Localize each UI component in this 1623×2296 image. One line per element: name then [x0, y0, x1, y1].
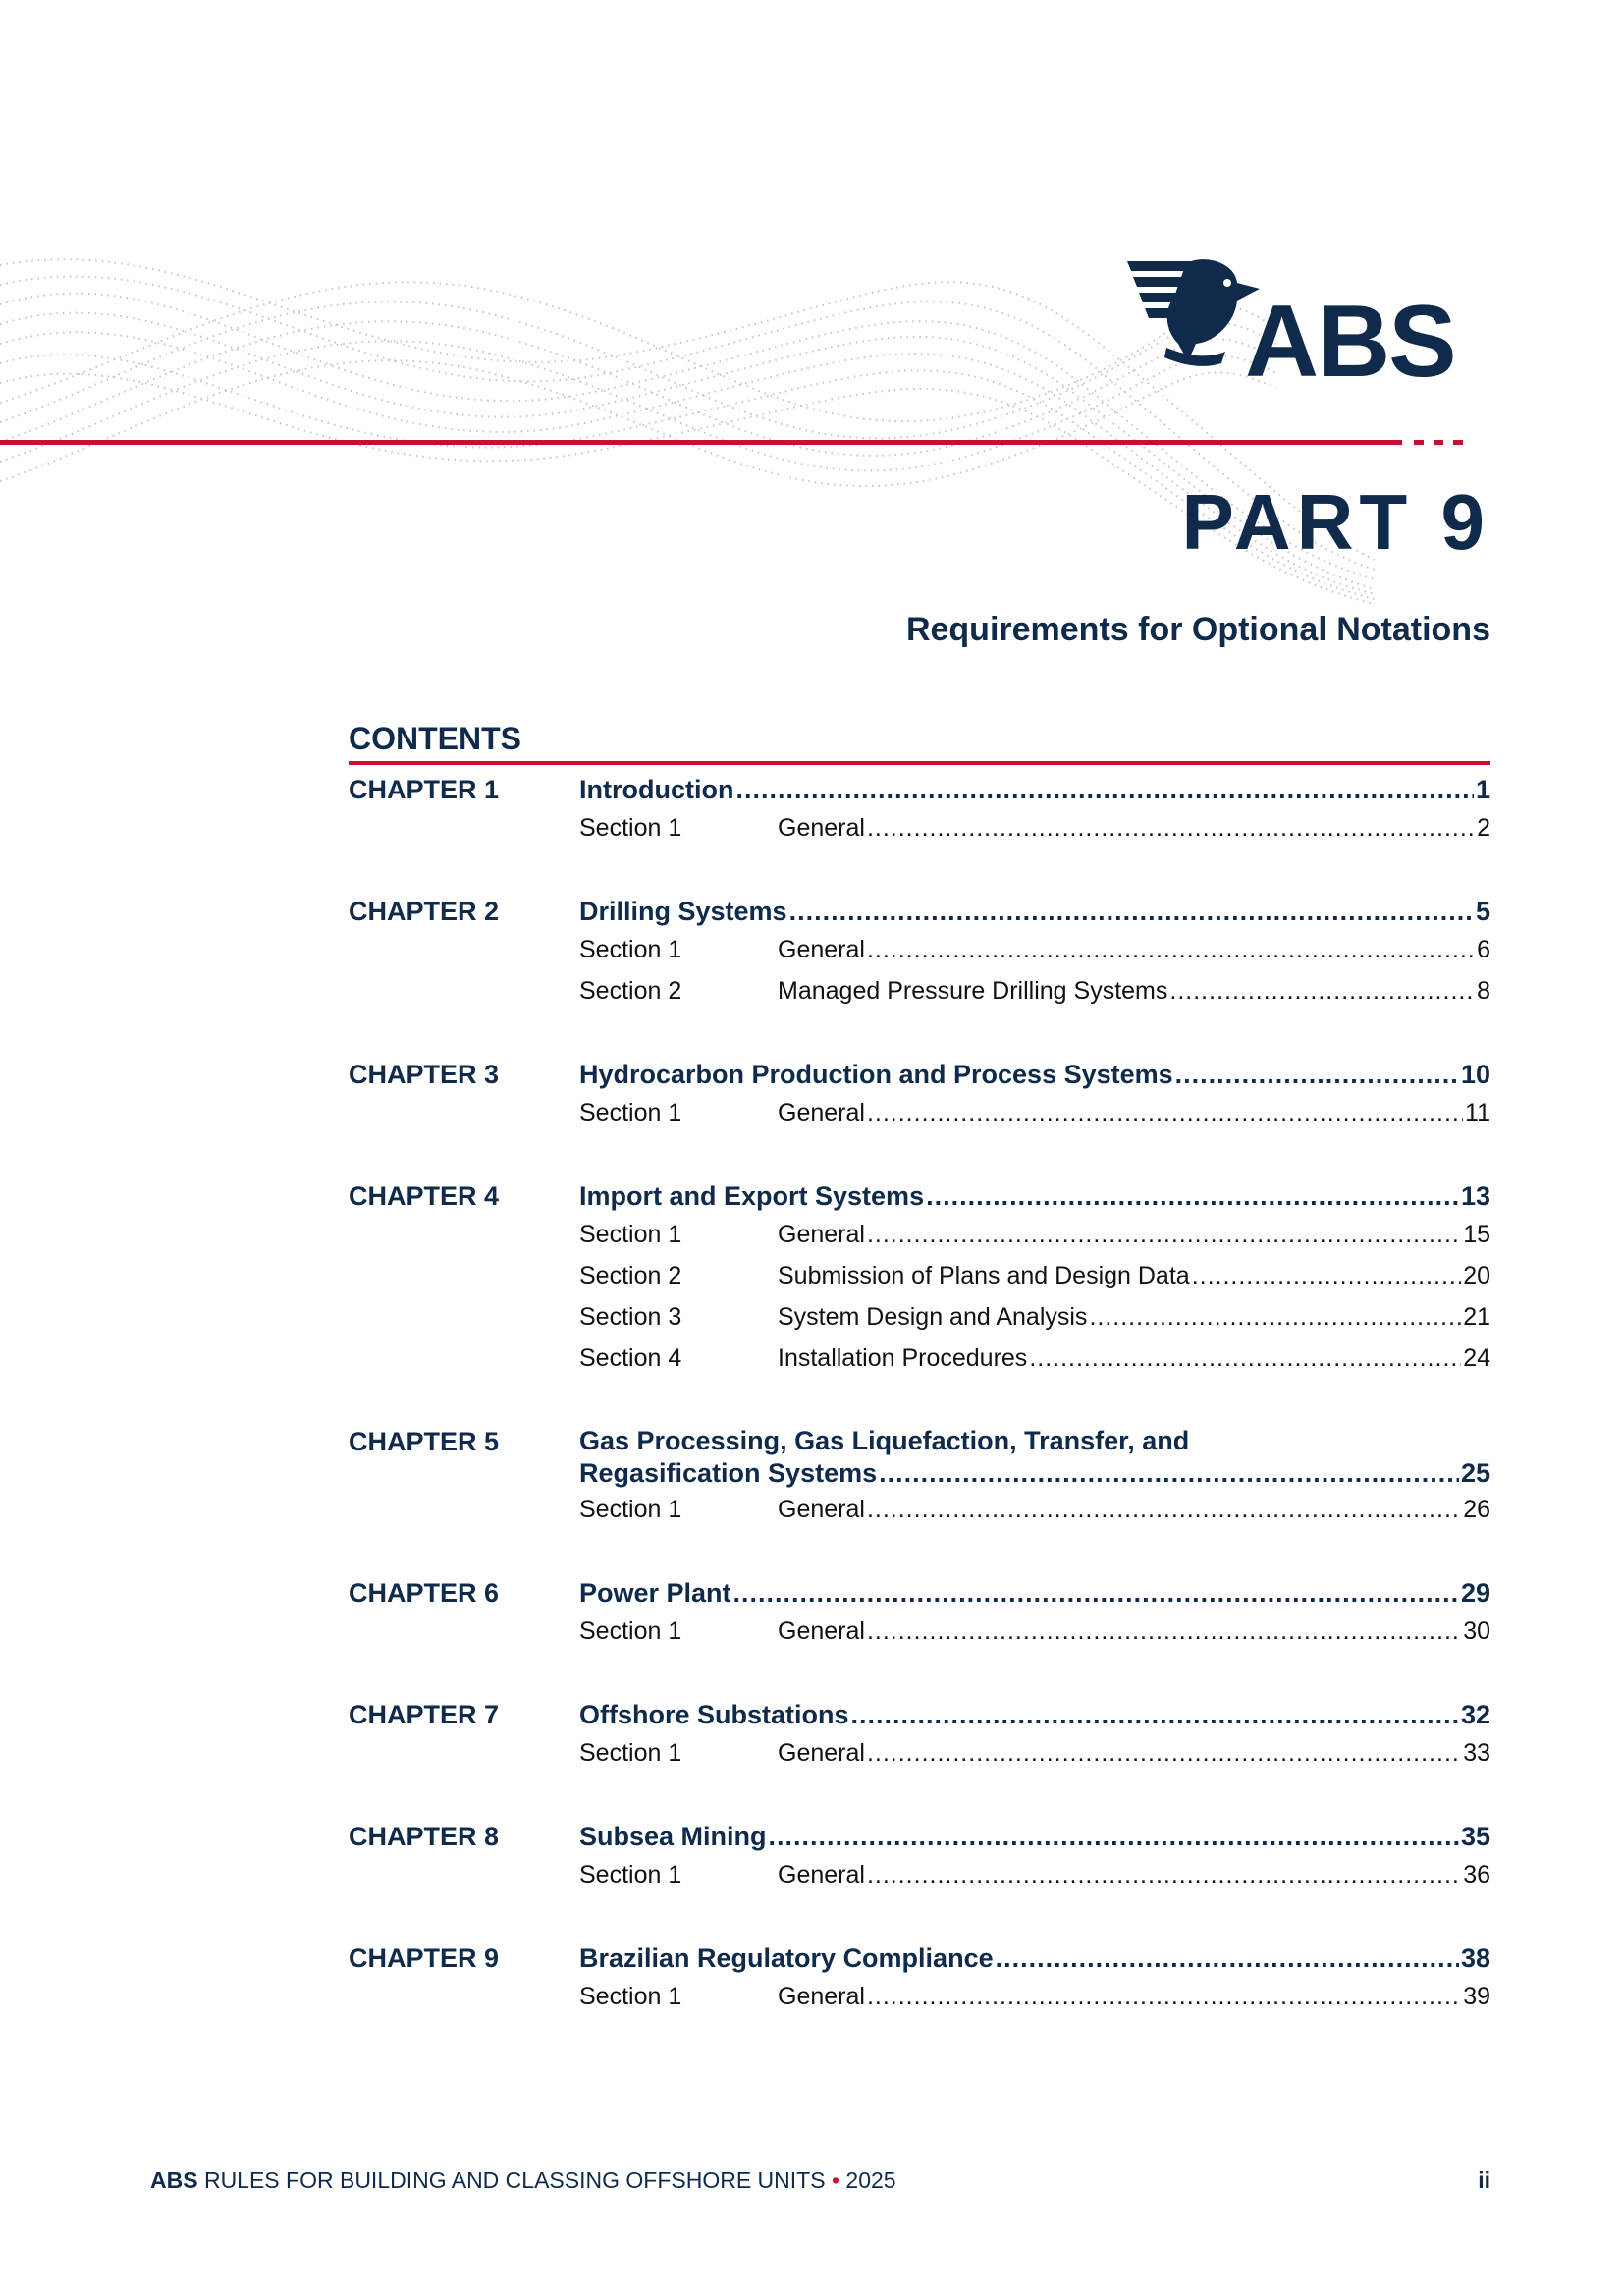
chapter-title: Brazilian Regulatory Compliance: [579, 1943, 994, 1973]
section-title: General: [778, 1496, 865, 1523]
toc-section-row[interactable]: [579, 1976, 1490, 2017]
chapter-page: 10: [1460, 1060, 1490, 1089]
chapter-title-link[interactable]: [579, 1457, 1490, 1489]
chapter-title: Import and Export Systems: [579, 1181, 925, 1211]
section-title: General: [778, 814, 865, 842]
section-label: Section 1: [579, 1983, 682, 2010]
chapter-title: Offshore Substations: [579, 1700, 849, 1729]
section-title: Submission of Plans and Design Data: [778, 1262, 1190, 1289]
section-page: 15: [1463, 1221, 1490, 1248]
section-page: 8: [1477, 977, 1490, 1005]
section-page: 20: [1463, 1262, 1490, 1289]
chapter-title-link[interactable]: [579, 1697, 1490, 1732]
part-title: PART 9: [1181, 478, 1490, 566]
toc-chapter-3: [349, 1057, 1490, 1133]
footer-brand: ABS: [150, 2167, 198, 2193]
toc-section-row[interactable]: [579, 1611, 1490, 1652]
section-page: 6: [1477, 936, 1490, 963]
chapter-title: Power Plant: [579, 1578, 731, 1608]
toc-chapter-9: [349, 1941, 1490, 2017]
chapter-title: Drilling Systems: [579, 897, 787, 926]
chapter-page: 25: [1460, 1458, 1490, 1488]
section-title: System Design and Analysis: [778, 1303, 1088, 1331]
section-page: 21: [1463, 1303, 1490, 1331]
toc-section-row[interactable]: [579, 1255, 1490, 1296]
chapter-page: 5: [1475, 897, 1490, 926]
toc-section-row[interactable]: [579, 1489, 1490, 1530]
chapter-label: CHAPTER 4: [349, 1181, 500, 1211]
section-title: General: [778, 1861, 865, 1888]
chapter-label: CHAPTER 1: [349, 775, 500, 804]
section-label: Section 1: [579, 1861, 682, 1888]
footer-page-number: ii: [1478, 2167, 1490, 2193]
section-label: Section 1: [579, 936, 682, 963]
chapter-title: Introduction: [579, 775, 734, 804]
contents-heading: CONTENTS: [349, 721, 521, 756]
toc-chapter-8: [349, 1819, 1490, 1895]
section-title: General: [778, 1221, 865, 1248]
chapter-page: 29: [1460, 1578, 1490, 1608]
section-page: 33: [1463, 1739, 1490, 1767]
section-label: Section 1: [579, 814, 682, 842]
section-page: 11: [1465, 1099, 1490, 1126]
toc-section-row[interactable]: [579, 1854, 1490, 1895]
footer-title: [150, 2169, 896, 2192]
chapter-title: Regasification Systems: [579, 1458, 878, 1488]
chapter-label: CHAPTER 8: [349, 1822, 500, 1851]
chapter-title: Hydrocarbon Production and Process Systems: [579, 1060, 1173, 1089]
section-label: Section 2: [579, 977, 682, 1005]
chapter-title-link[interactable]: [579, 1575, 1490, 1611]
section-label: Section 3: [579, 1303, 682, 1331]
chapter-page: 32: [1460, 1700, 1490, 1729]
chapter-label: CHAPTER 9: [349, 1943, 500, 1973]
chapter-title-link[interactable]: [579, 772, 1490, 807]
section-page: 26: [1463, 1496, 1490, 1523]
toc-chapter-4: [349, 1178, 1490, 1379]
section-title: General: [778, 1617, 865, 1645]
toc-section-row[interactable]: [579, 1732, 1490, 1774]
chapter-title-link[interactable]: [579, 1057, 1490, 1092]
toc-chapter-2: [349, 894, 1490, 1011]
chapter-page: 13: [1460, 1181, 1490, 1211]
chapter-title-line1[interactable]: Gas Processing, Gas Liquefaction, Transfer, and: [579, 1426, 1190, 1455]
part-subtitle: Requirements for Optional Notations: [905, 611, 1490, 648]
header-red-rule: [0, 440, 1402, 445]
section-page: 36: [1463, 1861, 1490, 1888]
section-label: Section 4: [579, 1344, 682, 1372]
section-page: 39: [1463, 1983, 1490, 2010]
chapter-label: CHAPTER 2: [349, 897, 500, 926]
chapter-label: CHAPTER 6: [349, 1578, 500, 1608]
chapter-label: CHAPTER 7: [349, 1700, 500, 1729]
footer-text: RULES FOR BUILDING AND CLASSING OFFSHORE UNITS: [203, 2167, 826, 2193]
section-title: Managed Pressure Drilling Systems: [778, 977, 1168, 1005]
section-page: 24: [1463, 1344, 1490, 1372]
section-label: Section 1: [579, 1099, 682, 1126]
chapter-label: CHAPTER 5: [349, 1427, 500, 1456]
toc-section-row[interactable]: [579, 1092, 1490, 1133]
section-title: General: [778, 936, 865, 963]
abs-logo-text: ABS: [1245, 285, 1455, 399]
section-page: 30: [1463, 1617, 1490, 1645]
section-title: General: [778, 1099, 865, 1126]
section-title: General: [778, 1983, 865, 2010]
table-of-contents: [349, 772, 1490, 2062]
toc-section-row[interactable]: [579, 1338, 1490, 1379]
toc-chapter-1: [349, 772, 1490, 848]
chapter-page: 1: [1475, 775, 1490, 804]
section-label: Section 1: [579, 1739, 682, 1767]
toc-section-row[interactable]: [579, 807, 1490, 848]
section-label: Section 1: [579, 1617, 682, 1645]
chapter-label: CHAPTER 3: [349, 1060, 500, 1089]
section-title: Installation Procedures: [778, 1344, 1028, 1372]
section-label: Section 2: [579, 1262, 682, 1289]
chapter-title: Subsea Mining: [579, 1822, 767, 1851]
chapter-page: 38: [1460, 1943, 1490, 1973]
toc-section-row[interactable]: [579, 970, 1490, 1011]
section-title: General: [778, 1739, 865, 1767]
toc-section-row[interactable]: [579, 1214, 1490, 1255]
section-label: Section 1: [579, 1221, 682, 1248]
toc-chapter-5: [349, 1424, 1490, 1530]
toc-chapter-6: [349, 1575, 1490, 1652]
footer-bullet: •: [831, 2167, 840, 2193]
chapter-page: 35: [1460, 1822, 1490, 1851]
toc-chapter-7: [349, 1697, 1490, 1774]
section-page: 2: [1477, 814, 1490, 842]
chapter-title-link[interactable]: [579, 894, 1490, 929]
section-label: Section 1: [579, 1496, 682, 1523]
chapter-title-link[interactable]: [579, 1941, 1490, 1976]
chapter-title-link[interactable]: [579, 1819, 1490, 1854]
contents-rule: [349, 761, 1490, 765]
toc-section-row[interactable]: [579, 1296, 1490, 1338]
header-red-dashes: [1414, 440, 1473, 445]
toc-section-row[interactable]: [579, 929, 1490, 970]
footer-year: 2025: [845, 2167, 896, 2193]
chapter-title-link[interactable]: [579, 1178, 1490, 1214]
